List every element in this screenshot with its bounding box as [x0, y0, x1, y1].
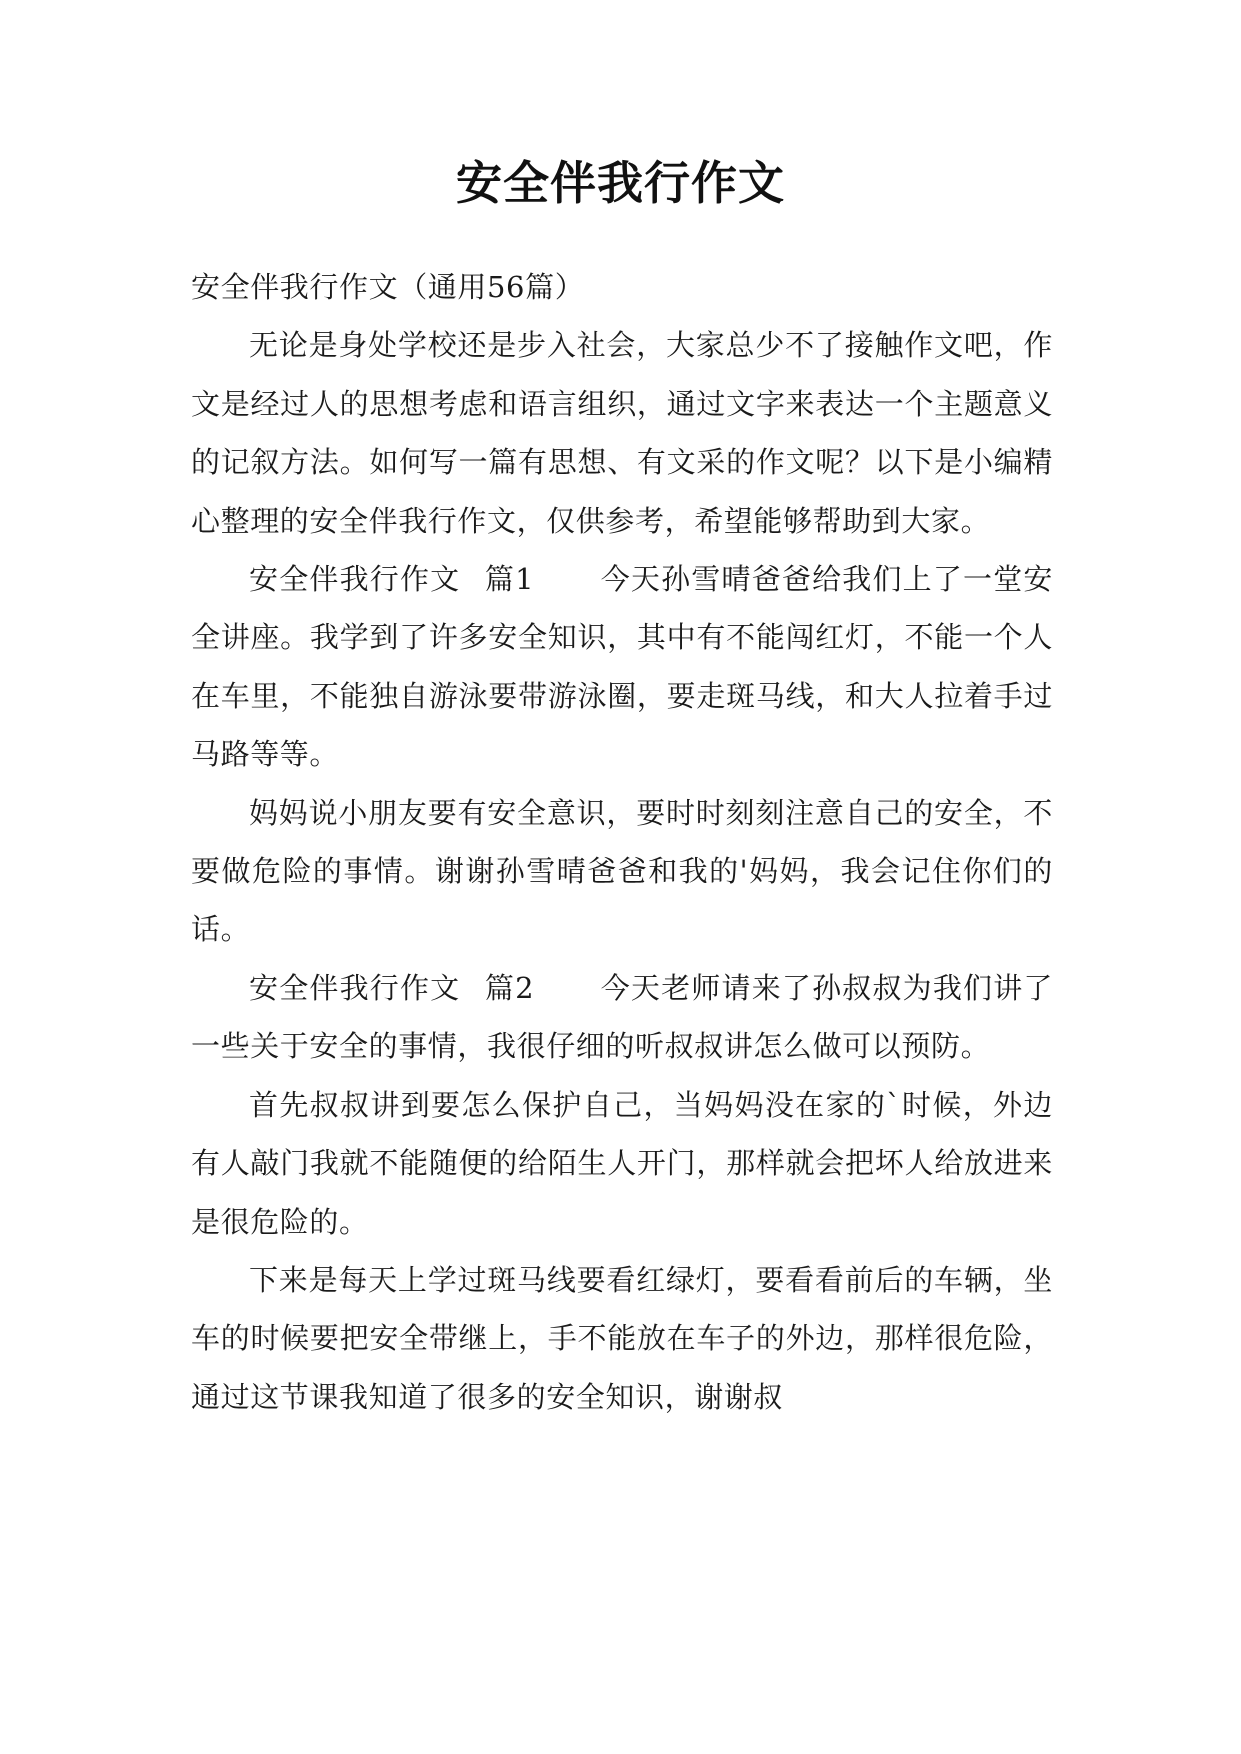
essay-2-first-paragraph: 今天老师请来了孙叔叔为我们讲了一些关于安全的事情，我很仔细的听叔叔讲怎么做可以预防。 — [191, 970, 1053, 1064]
essay-2-heading-title: 安全伴我行作文 — [249, 970, 461, 1005]
essay-1-opening — [191, 550, 1053, 784]
intro-paragraph: 无论是身处学校还是步入社会，大家总少不了接触作文吧，作文是经过人的思想考虑和语言组织，通过文字来表达一个主题意义的记叙方法。如何写一篇有思想、有文采的作文呢？以下是小编精心整理的安全伴我行作文，仅供参考，希望能够帮助到大家。 — [191, 328, 1053, 538]
essay-1-paragraph: 妈妈说小朋友要有安全意识，要时时刻刻注意自己的安全，不要做危险的事情。谢谢孙雪晴爸爸和我的'妈妈，我会记住你们的话。 — [191, 795, 1053, 947]
document-subtitle: 安全伴我行作文（通用56篇） — [191, 270, 585, 304]
essay-1-first-paragraph: 今天孙雪晴爸爸给我们上了一堂安全讲座。我学到了许多安全知识，其中有不能闯红灯，不能一个人在车里，不能独自游泳要带游泳圈，要走斑马线，和大人拉着手过马路等等。 — [191, 562, 1053, 772]
essay-2-opening — [191, 959, 1053, 1076]
essay-2-paragraph: 首先叔叔讲到要怎么保护自己，当妈妈没在家的`时候，外边有人敲门我就不能随便的给陌生人开门，那样就会把坏人给放进来是很危险的。 — [191, 1087, 1053, 1239]
document-body — [191, 258, 1053, 1426]
essay-1-heading-label: 篇1 — [484, 562, 535, 597]
essay-2-heading-label: 篇2 — [484, 970, 535, 1005]
essay-1-heading-title: 安全伴我行作文 — [249, 562, 461, 597]
document-title: 安全伴我行作文 — [456, 156, 785, 210]
essay-2-paragraph: 下来是每天上学过斑马线要看红绿灯，要看看前后的车辆，坐车的时候要把安全带继上，手不能放在车子的外边，那样很危险，通过这节课我知道了很多的安全知识，谢谢叔 — [191, 1262, 1053, 1414]
